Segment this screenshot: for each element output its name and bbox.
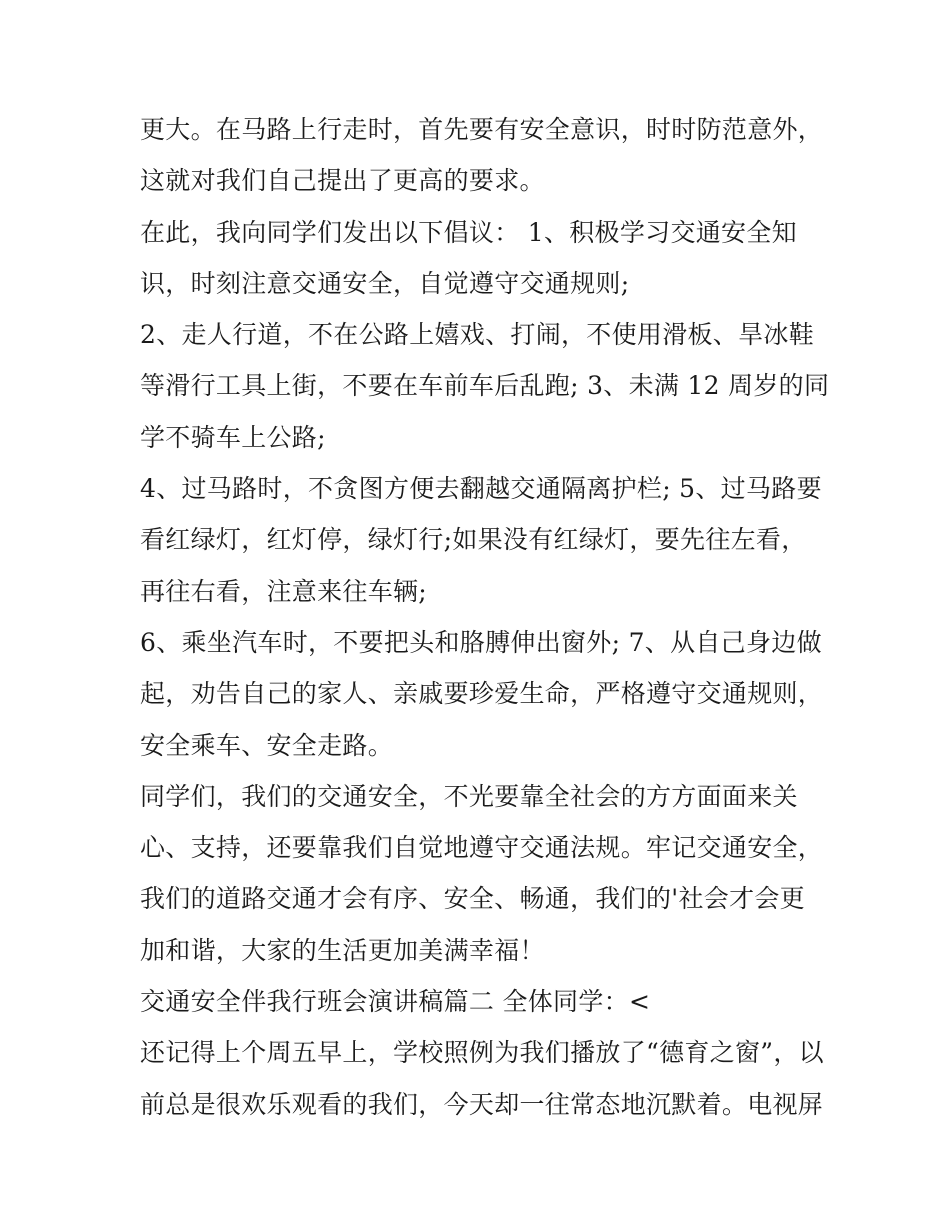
text-line: 6、乘坐汽车时，不要把头和胳膊伸出窗外; 7、从自己身边做 bbox=[140, 627, 822, 657]
document-body bbox=[140, 104, 830, 1130]
text-line: 加和谐，大家的生活更加美满幸福！ bbox=[140, 935, 545, 965]
text-line: 同学们，我们的交通安全，不光要靠全社会的方方面面来关 bbox=[140, 781, 798, 811]
text-line: 4、过马路时，不贪图方便去翻越交通隔离护栏; 5、过马路要 bbox=[140, 474, 822, 504]
text-line: 看红绿灯，红灯停，绿灯行;如果没有红绿灯，要先往左看， bbox=[140, 525, 807, 555]
text-line: 学不骑车上公路; bbox=[140, 422, 326, 452]
text-line: 还记得上个周五早上，学校照例为我们播放了“德育之窗”，以 bbox=[140, 1038, 824, 1068]
text-line: 起，劝告自己的家人、亲戚要珍爱生命，严格遵守交通规则， bbox=[140, 679, 824, 709]
text-line: 再往右看，注意来往车辆; bbox=[140, 576, 428, 606]
text-line: 安全乘车、安全走路。 bbox=[140, 730, 394, 760]
text-line: 更大。在马路上行走时，首先要有安全意识，时时防范意外， bbox=[140, 115, 824, 144]
text-line: 前总是很欢乐观看的我们，今天却一往常态地沉默着。电视屏 bbox=[140, 1089, 824, 1119]
text-line: 2、走人行道，不在公路上嬉戏、打闹，不使用滑板、旱冰鞋 bbox=[140, 320, 815, 350]
section-heading-line: 交通安全伴我行班会演讲稿篇二 全体同学：< bbox=[140, 987, 651, 1017]
text-line: 识，时刻注意交通安全，自觉遵守交通规则; bbox=[140, 268, 630, 298]
text-line: 心、支持，还要靠我们自觉地遵守交通法规。牢记交通安全， bbox=[140, 833, 824, 863]
text-line: 等滑行工具上街，不要在车前车后乱跑; 3、未满 12 周岁的同 bbox=[140, 371, 830, 401]
text-line: 我们的道路交通才会有序、安全、畅通，我们的'社会才会更 bbox=[140, 884, 805, 914]
text-line: 这就对我们自己提出了更高的要求。 bbox=[140, 166, 545, 196]
text-line: 在此，我向同学们发出以下倡议： 1、积极学习交通安全知 bbox=[140, 217, 797, 247]
